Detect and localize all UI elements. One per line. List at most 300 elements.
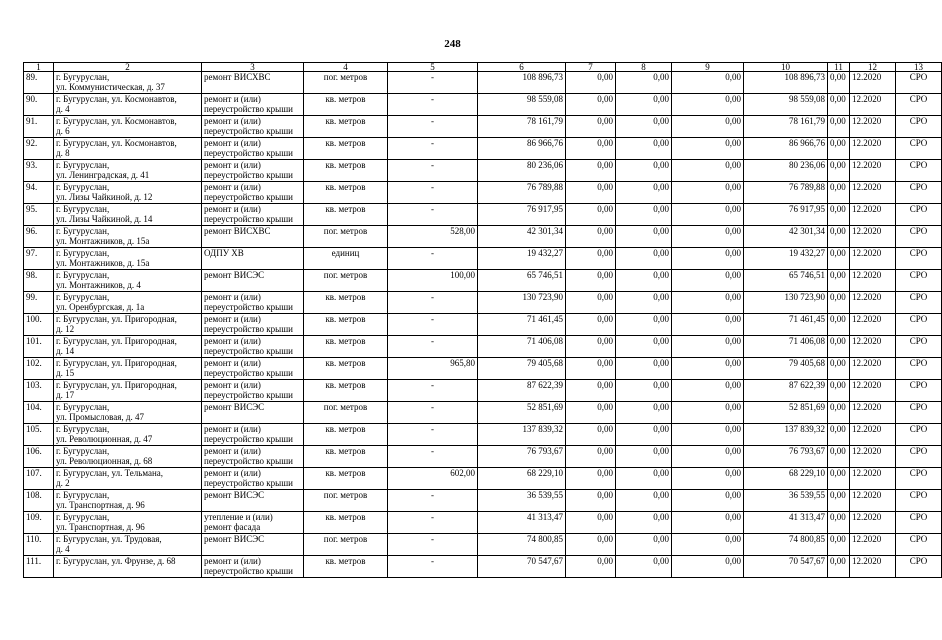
table-row [24,336,942,358]
completion-date-cell: 12.2020 [850,336,896,358]
col9-cell: 0,00 [672,512,744,534]
funding-source-cell: СРО [896,490,942,512]
table-row [24,292,942,314]
work-type-cell [202,226,304,248]
unit-cell: кв. метров [304,380,388,402]
unit-cell: кв. метров [304,314,388,336]
row-number: 106. [24,446,54,468]
col10-cell: 65 746,51 [744,270,828,292]
address-line-1: г. Бугуруслан, ул. Трудовая, [56,534,162,544]
col10-cell: 86 966,76 [744,138,828,160]
total-cost-cell: 80 236,06 [478,160,566,182]
quantity-cell: - [388,292,478,314]
address-cell [54,226,202,248]
col7-cell: 0,00 [566,490,616,512]
work-type-line-1: ОДПУ ХВ [204,248,244,258]
col10-cell: 78 161,79 [744,116,828,138]
col9-cell: 0,00 [672,182,744,204]
col9-cell: 0,00 [672,72,744,94]
col10-cell: 68 229,10 [744,468,828,490]
work-type-line-1: ремонт и (или) [204,160,261,170]
address-line-1: г. Бугуруслан, [56,490,110,500]
column-header-9: 9 [672,63,744,72]
funding-source-cell: СРО [896,424,942,446]
funding-source-cell: СРО [896,358,942,380]
funding-source-cell: СРО [896,248,942,270]
work-type-line-1: ремонт и (или) [204,336,261,346]
col10-cell: 41 313,47 [744,512,828,534]
col7-cell: 0,00 [566,160,616,182]
col8-cell: 0,00 [616,490,672,512]
work-type-line-1: ремонт ВИСЭС [204,270,265,280]
col11-cell: 0,00 [828,270,850,292]
unit-cell: пог. метров [304,402,388,424]
table-row [24,512,942,534]
total-cost-cell: 68 229,10 [478,468,566,490]
work-type-cell [202,446,304,468]
quantity-cell: 965,80 [388,358,478,380]
address-cell [54,446,202,468]
completion-date-cell: 12.2020 [850,138,896,160]
address-cell [54,512,202,534]
row-number: 110. [24,534,54,556]
work-type-line-2: переустройство крыши [204,566,293,576]
work-type-cell [202,556,304,578]
col8-cell: 0,00 [616,292,672,314]
work-type-cell [202,534,304,556]
table-body [24,72,942,578]
col9-cell: 0,00 [672,358,744,380]
work-type-line-2: переустройство крыши [204,324,293,334]
work-type-line-1: утепление и (или) [204,512,273,522]
total-cost-cell: 74 800,85 [478,534,566,556]
col11-cell: 0,00 [828,380,850,402]
quantity-cell: 602,00 [388,468,478,490]
unit-cell: кв. метров [304,556,388,578]
work-type-line-2: переустройство крыши [204,170,293,180]
col11-cell: 0,00 [828,182,850,204]
quantity-cell: - [388,402,478,424]
table-row [24,270,942,292]
table-row [24,424,942,446]
total-cost-cell: 108 896,73 [478,72,566,94]
col8-cell: 0,00 [616,204,672,226]
completion-date-cell: 12.2020 [850,204,896,226]
work-type-line-1: ремонт и (или) [204,446,261,456]
col9-cell: 0,00 [672,270,744,292]
address-line-1: г. Бугуруслан, [56,512,110,522]
work-type-cell [202,402,304,424]
column-header-10: 10 [744,63,828,72]
work-type-line-1: ремонт и (или) [204,292,261,302]
table-row [24,446,942,468]
address-cell [54,270,202,292]
total-cost-cell: 19 432,27 [478,248,566,270]
col8-cell: 0,00 [616,424,672,446]
address-cell [54,556,202,578]
completion-date-cell: 12.2020 [850,182,896,204]
unit-cell: кв. метров [304,182,388,204]
col8-cell: 0,00 [616,248,672,270]
col7-cell: 0,00 [566,468,616,490]
quantity-cell: - [388,116,478,138]
address-cell [54,358,202,380]
col7-cell: 0,00 [566,226,616,248]
address-line-1: г. Бугуруслан, [56,226,110,236]
col8-cell: 0,00 [616,358,672,380]
column-header-11: 11 [828,63,850,72]
work-type-line-2: переустройство крыши [204,434,293,444]
address-cell [54,94,202,116]
unit-cell: пог. метров [304,72,388,94]
col10-cell: 52 851,69 [744,402,828,424]
col9-cell: 0,00 [672,116,744,138]
column-header-12: 12 [850,63,896,72]
unit-cell: кв. метров [304,468,388,490]
col7-cell: 0,00 [566,556,616,578]
work-type-line-1: ремонт ВИСХВС [204,226,271,236]
col7-cell: 0,00 [566,182,616,204]
row-number: 107. [24,468,54,490]
row-number: 91. [24,116,54,138]
col7-cell: 0,00 [566,380,616,402]
work-type-line-1: ремонт и (или) [204,182,261,192]
work-type-line-1: ремонт ВИСХВС [204,72,271,82]
quantity-cell: - [388,314,478,336]
col8-cell: 0,00 [616,138,672,160]
col8-cell: 0,00 [616,534,672,556]
row-number: 96. [24,226,54,248]
total-cost-cell: 76 789,88 [478,182,566,204]
address-cell [54,468,202,490]
col11-cell: 0,00 [828,446,850,468]
col11-cell: 0,00 [828,204,850,226]
work-type-line-2: переустройство крыши [204,478,293,488]
column-header-2: 2 [54,63,202,72]
col11-cell: 0,00 [828,336,850,358]
col11-cell: 0,00 [828,292,850,314]
col8-cell: 0,00 [616,72,672,94]
work-type-line-1: ремонт и (или) [204,358,261,368]
unit-cell: кв. метров [304,512,388,534]
row-number: 90. [24,94,54,116]
address-line-2: д. 6 [56,126,70,136]
col9-cell: 0,00 [672,534,744,556]
completion-date-cell: 12.2020 [850,468,896,490]
work-type-line-1: ремонт и (или) [204,424,261,434]
work-type-line-1: ремонт и (или) [204,138,261,148]
col7-cell: 0,00 [566,336,616,358]
row-number: 94. [24,182,54,204]
unit-cell: кв. метров [304,94,388,116]
col8-cell: 0,00 [616,182,672,204]
table-row [24,204,942,226]
address-line-2: ул. Ленинградская, д. 41 [56,170,150,180]
col7-cell: 0,00 [566,270,616,292]
col11-cell: 0,00 [828,94,850,116]
column-header-7: 7 [566,63,616,72]
col10-cell: 130 723,90 [744,292,828,314]
address-line-2: ул. Лизы Чайкиной, д. 14 [56,214,153,224]
address-line-2: ул. Революционная, д. 68 [56,456,153,466]
col9-cell: 0,00 [672,446,744,468]
unit-cell: пог. метров [304,226,388,248]
work-type-line-2: переустройство крыши [204,148,293,158]
col11-cell: 0,00 [828,534,850,556]
col8-cell: 0,00 [616,402,672,424]
col9-cell: 0,00 [672,380,744,402]
work-type-line-1: ремонт и (или) [204,94,261,104]
col8-cell: 0,00 [616,160,672,182]
quantity-cell: 528,00 [388,226,478,248]
address-line-1: г. Бугуруслан, ул. Космонавтов, [56,94,177,104]
completion-date-cell: 12.2020 [850,358,896,380]
col9-cell: 0,00 [672,402,744,424]
address-cell [54,292,202,314]
unit-cell: пог. метров [304,490,388,512]
address-line-1: г. Бугуруслан, [56,204,110,214]
work-type-line-2: переустройство крыши [204,104,293,114]
col10-cell: 137 839,32 [744,424,828,446]
address-line-1: г. Бугуруслан, ул. Космонавтов, [56,138,177,148]
work-type-cell [202,138,304,160]
funding-source-cell: СРО [896,160,942,182]
table-row [24,160,942,182]
total-cost-cell: 137 839,32 [478,424,566,446]
address-line-2: д. 12 [56,324,75,334]
funding-source-cell: СРО [896,402,942,424]
funding-source-cell: СРО [896,314,942,336]
completion-date-cell: 12.2020 [850,424,896,446]
work-type-cell [202,94,304,116]
funding-source-cell: СРО [896,512,942,534]
unit-cell: кв. метров [304,204,388,226]
unit-cell: кв. метров [304,358,388,380]
col11-cell: 0,00 [828,424,850,446]
col9-cell: 0,00 [672,292,744,314]
total-cost-cell: 36 539,55 [478,490,566,512]
row-number: 109. [24,512,54,534]
work-type-cell [202,380,304,402]
header-row [24,63,942,72]
work-type-line-2: ремонт фасада [204,522,261,532]
work-type-line-2: переустройство крыши [204,302,293,312]
row-number: 97. [24,248,54,270]
col7-cell: 0,00 [566,94,616,116]
col10-cell: 19 432,27 [744,248,828,270]
funding-source-cell: СРО [896,94,942,116]
completion-date-cell: 12.2020 [850,556,896,578]
row-number: 93. [24,160,54,182]
col7-cell: 0,00 [566,72,616,94]
total-cost-cell: 87 622,39 [478,380,566,402]
col10-cell: 79 405,68 [744,358,828,380]
table-row [24,556,942,578]
completion-date-cell: 12.2020 [850,490,896,512]
address-line-1: г. Бугуруслан, ул. Фрунзе, д. 68 [56,556,176,566]
address-line-2: д. 4 [56,544,70,554]
funding-source-cell: СРО [896,556,942,578]
total-cost-cell: 79 405,68 [478,358,566,380]
col10-cell: 80 236,06 [744,160,828,182]
col9-cell: 0,00 [672,204,744,226]
total-cost-cell: 71 406,08 [478,336,566,358]
work-type-line-1: ремонт и (или) [204,314,261,324]
unit-cell: пог. метров [304,534,388,556]
work-type-line-1: ремонт и (или) [204,380,261,390]
address-line-1: г. Бугуруслан, [56,182,110,192]
work-type-line-1: ремонт и (или) [204,204,261,214]
funding-source-cell: СРО [896,182,942,204]
completion-date-cell: 12.2020 [850,314,896,336]
quantity-cell: - [388,490,478,512]
quantity-cell: - [388,512,478,534]
funding-source-cell: СРО [896,380,942,402]
col11-cell: 0,00 [828,468,850,490]
col7-cell: 0,00 [566,534,616,556]
work-type-cell [202,248,304,270]
col10-cell: 36 539,55 [744,490,828,512]
row-number: 92. [24,138,54,160]
work-type-line-2: переустройство крыши [204,456,293,466]
unit-cell: кв. метров [304,336,388,358]
col11-cell: 0,00 [828,402,850,424]
address-line-2: ул. Оренбургская, д. 1а [56,302,145,312]
quantity-cell: - [388,446,478,468]
address-line-2: ул. Монтажников, д. 15а [56,258,150,268]
completion-date-cell: 12.2020 [850,446,896,468]
table-row [24,314,942,336]
col9-cell: 0,00 [672,248,744,270]
table-row [24,72,942,94]
row-number: 98. [24,270,54,292]
address-line-2: ул. Транспортная, д. 96 [56,500,145,510]
total-cost-cell: 98 559,08 [478,94,566,116]
column-header-5: 5 [388,63,478,72]
address-cell [54,380,202,402]
col7-cell: 0,00 [566,116,616,138]
work-type-cell [202,292,304,314]
row-number: 108. [24,490,54,512]
col7-cell: 0,00 [566,512,616,534]
col8-cell: 0,00 [616,116,672,138]
address-line-2: ул. Монтажников, д. 4 [56,280,141,290]
quantity-cell: - [388,204,478,226]
col10-cell: 76 789,88 [744,182,828,204]
table-row [24,226,942,248]
work-type-line-1: ремонт и (или) [204,468,261,478]
work-type-cell [202,512,304,534]
unit-cell: кв. метров [304,138,388,160]
work-type-cell [202,204,304,226]
table-row [24,380,942,402]
address-cell [54,248,202,270]
column-header-1: 1 [24,63,54,72]
col9-cell: 0,00 [672,490,744,512]
total-cost-cell: 76 793,67 [478,446,566,468]
total-cost-cell: 130 723,90 [478,292,566,314]
total-cost-cell: 65 746,51 [478,270,566,292]
total-cost-cell: 71 461,45 [478,314,566,336]
total-cost-cell: 42 301,34 [478,226,566,248]
funding-source-cell: СРО [896,204,942,226]
row-number: 105. [24,424,54,446]
col7-cell: 0,00 [566,314,616,336]
address-line-2: ул. Транспортная, д. 96 [56,522,145,532]
col11-cell: 0,00 [828,160,850,182]
col7-cell: 0,00 [566,424,616,446]
work-type-line-2: переустройство крыши [204,346,293,356]
address-cell [54,534,202,556]
funding-source-cell: СРО [896,116,942,138]
col9-cell: 0,00 [672,468,744,490]
column-header-13: 13 [896,63,942,72]
quantity-cell: - [388,380,478,402]
row-number: 102. [24,358,54,380]
work-type-cell [202,116,304,138]
row-number: 111. [24,556,54,578]
address-line-2: ул. Коммунистическая, д. 37 [56,82,165,92]
total-cost-cell: 70 547,67 [478,556,566,578]
completion-date-cell: 12.2020 [850,72,896,94]
address-line-1: г. Бугуруслан, ул. Пригородная, [56,336,177,346]
address-cell [54,160,202,182]
row-number: 89. [24,72,54,94]
col10-cell: 71 406,08 [744,336,828,358]
quantity-cell: - [388,182,478,204]
address-line-2: ул. Лизы Чайкиной, д. 12 [56,192,153,202]
funding-source-cell: СРО [896,226,942,248]
col9-cell: 0,00 [672,138,744,160]
address-line-2: ул. Революционная, д. 47 [56,434,153,444]
total-cost-cell: 78 161,79 [478,116,566,138]
work-type-line-1: ремонт и (или) [204,116,261,126]
address-cell [54,204,202,226]
work-type-cell [202,160,304,182]
table-row [24,490,942,512]
col11-cell: 0,00 [828,226,850,248]
col9-cell: 0,00 [672,94,744,116]
col8-cell: 0,00 [616,336,672,358]
work-type-cell [202,182,304,204]
table-row [24,468,942,490]
col7-cell: 0,00 [566,292,616,314]
work-type-cell [202,490,304,512]
quantity-cell: - [388,556,478,578]
col7-cell: 0,00 [566,138,616,160]
row-number: 103. [24,380,54,402]
completion-date-cell: 12.2020 [850,534,896,556]
work-type-cell [202,358,304,380]
unit-cell: кв. метров [304,116,388,138]
table-row [24,116,942,138]
funding-source-cell: СРО [896,468,942,490]
quantity-cell: - [388,72,478,94]
address-cell [54,314,202,336]
address-line-2: д. 15 [56,368,75,378]
row-number: 101. [24,336,54,358]
total-cost-cell: 52 851,69 [478,402,566,424]
col7-cell: 0,00 [566,248,616,270]
address-line-2: ул. Монтажников, д. 15а [56,236,150,246]
quantity-cell: - [388,94,478,116]
table-row [24,534,942,556]
work-type-line-2: переустройство крыши [204,126,293,136]
address-line-1: г. Бугуруслан, [56,446,110,456]
col7-cell: 0,00 [566,358,616,380]
address-line-1: г. Бугуруслан, ул. Пригородная, [56,358,177,368]
col8-cell: 0,00 [616,226,672,248]
